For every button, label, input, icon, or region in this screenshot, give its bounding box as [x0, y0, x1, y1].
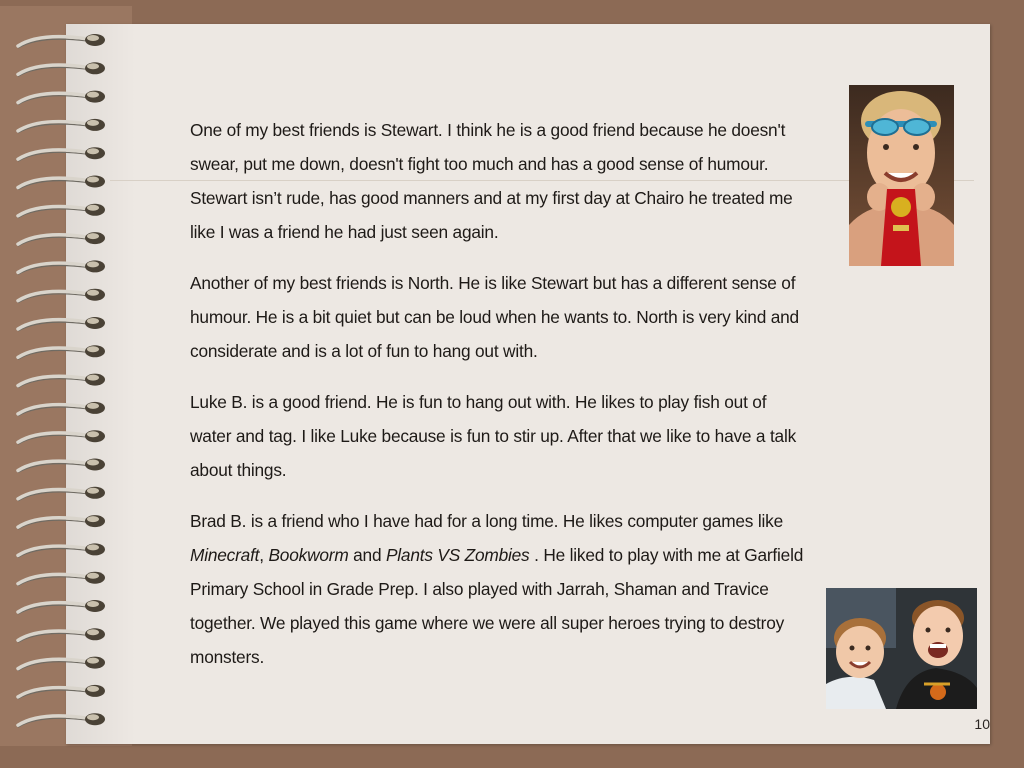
spiral-ring	[18, 289, 105, 303]
spiral-ring	[18, 402, 105, 416]
spiral-ring	[18, 685, 105, 699]
page-number: 10	[974, 716, 990, 732]
spiral-ring	[18, 204, 105, 218]
spiral-ring	[18, 600, 105, 614]
spiral-ring	[18, 628, 105, 642]
spiral-ring	[18, 713, 105, 727]
photo-boy-with-goggles	[849, 85, 954, 266]
spiral-ring	[18, 459, 105, 473]
photo-two-boys	[826, 588, 977, 709]
paragraph-brad	[190, 504, 810, 674]
spiral-ring	[18, 572, 105, 586]
spiral-ring	[18, 147, 105, 161]
spiral-ring	[18, 91, 105, 105]
game-title-minecraft: Minecraft	[190, 545, 260, 565]
paragraph-brad-rest: . He liked to play with me at Garfield Primary School in Grade Prep. I also played with Jarrah, Shaman and Travice together. We played this game where we were all super heroes trying to destroy monsters.	[190, 545, 804, 667]
spiral-ring	[18, 260, 105, 274]
spiral-ring	[18, 657, 105, 671]
spiral-ring	[18, 317, 105, 331]
paragraph-luke: Luke B. is a good friend. He is fun to hang out with. He likes to play fish out of water and tag. I like Luke because is fun to stir up. After that we like to have a talk about things.	[190, 392, 797, 480]
paragraph-stewart: One of my best friends is Stewart. I think he is a good friend because he doesn't swear, put me down, doesn't fight too much and has a good sense of humour. Stewart isn’t rude, has good manners and at my first day at Chairo he treated me like I was a friend he had just seen again.	[190, 120, 793, 242]
spiral-ring	[18, 515, 105, 529]
separator: ,	[259, 545, 269, 565]
game-title-bookworm: Bookworm	[268, 545, 349, 565]
spiral-ring	[18, 543, 105, 557]
spiral-ring	[18, 430, 105, 444]
spiral-binding	[0, 28, 120, 738]
paragraph-brad-intro: Brad B. is a friend who I have had for a long time. He likes computer games like	[190, 511, 783, 531]
spiral-ring	[18, 374, 105, 388]
game-title-plants-vs-zombies: Plants VS Zombies	[385, 545, 530, 565]
body-text	[190, 113, 810, 691]
spiral-ring	[18, 119, 105, 133]
spiral-ring	[18, 62, 105, 76]
spiral-ring	[18, 232, 105, 246]
spiral-ring	[18, 345, 105, 359]
paragraph-north: Another of my best friends is North. He is like Stewart but has a different sense of humour. He is a bit quiet but can be loud when he wants to. North is very kind and considerate and is a lot of fun to hang out with.	[190, 273, 799, 361]
spiral-ring	[18, 176, 105, 190]
separator: and	[348, 545, 386, 565]
spiral-ring	[18, 487, 105, 501]
spiral-ring	[18, 34, 105, 48]
